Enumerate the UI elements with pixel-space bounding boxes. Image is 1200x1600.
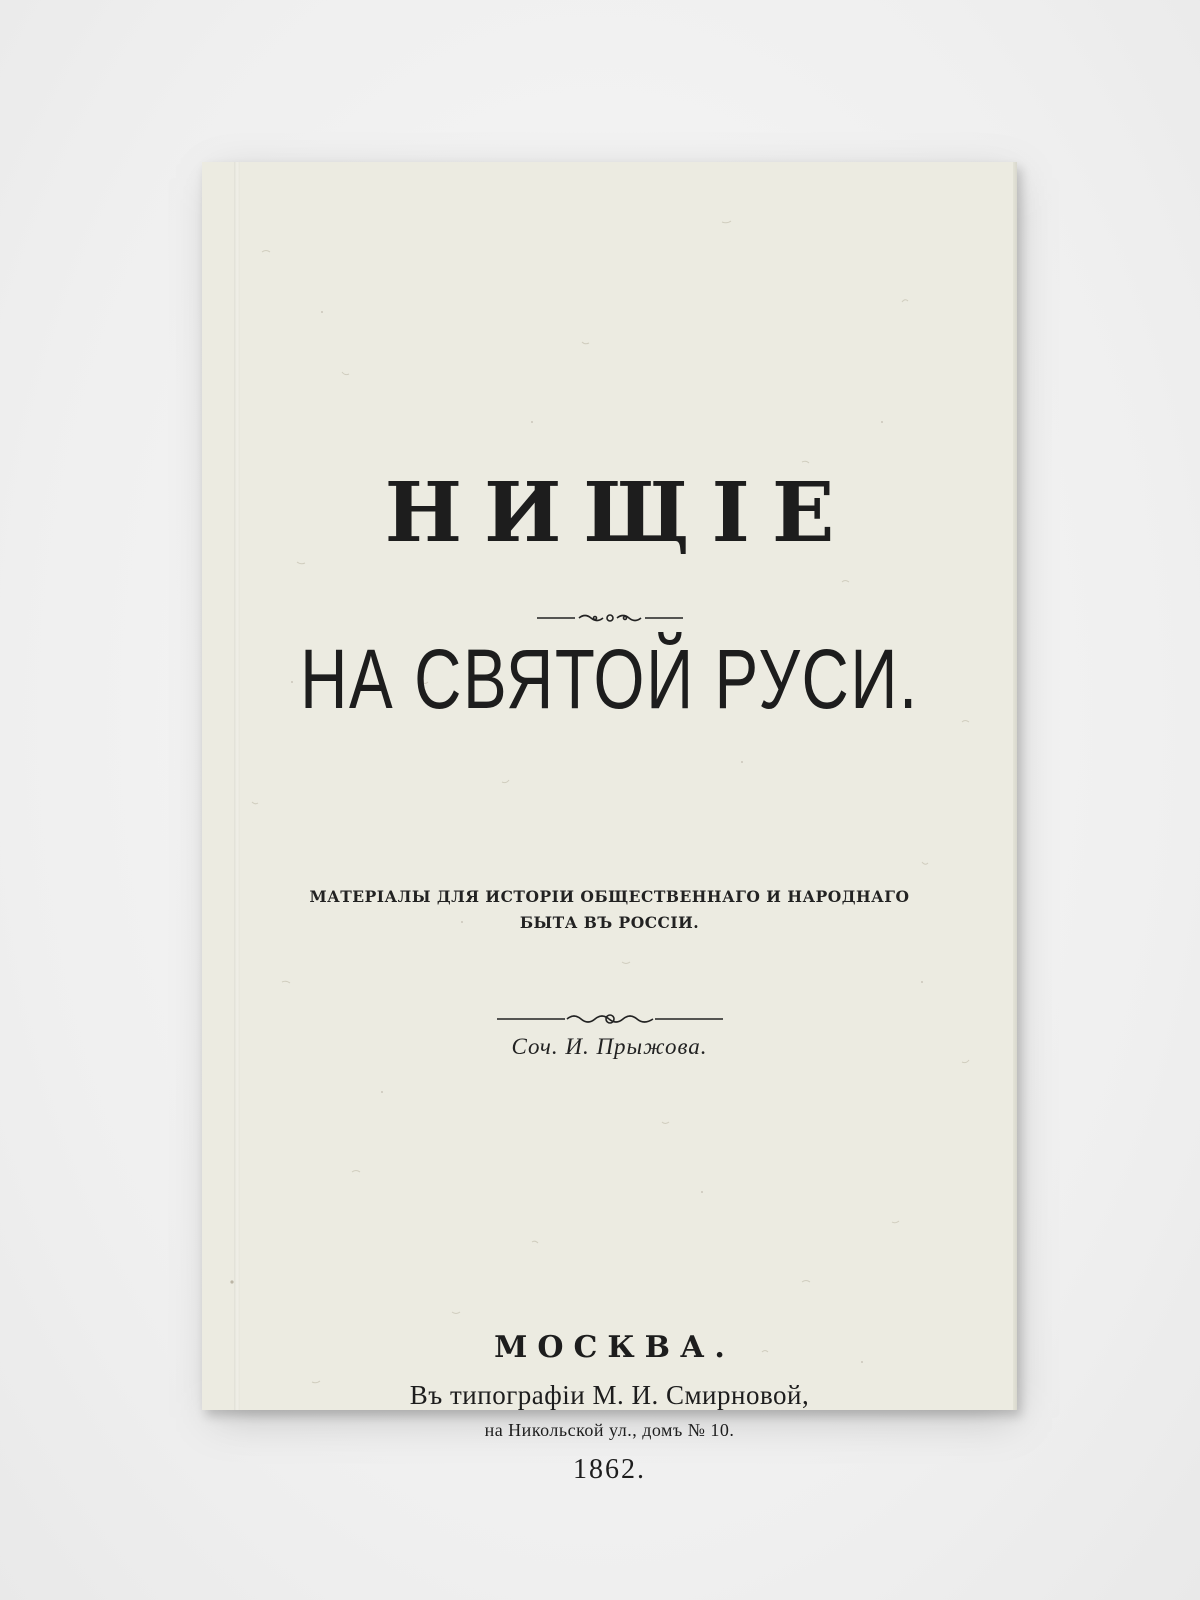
subtitle-line-2: БЫТА ВЪ РОССІИ. [519,913,700,932]
imprint-city: МОСКВА. [494,1330,735,1365]
ornament-divider-bottom [202,1010,1017,1032]
author-line: Соч. И. Прыжова. [511,1034,708,1059]
paper-texture [202,162,1017,1410]
book-cover [202,162,1017,1485]
imprint-address: на Никольской ул., домъ № 10. [484,1420,735,1440]
book-subtitle [202,884,1017,936]
subtitle-line-1: МАТЕРІАЛЫ ДЛЯ ИСТОРІИ ОБЩЕСТВЕННАГО И НАРОДНАГО [309,887,910,906]
book-title: НИЩІЕ [384,465,857,561]
book-title-continued: НА СВЯТОЙ РУСИ. [300,632,919,726]
imprint-printer: Въ типографіи М. И. Смирновой, [409,1380,810,1410]
ornament-divider-top-icon [535,610,685,626]
imprint-year: 1862. [573,1454,646,1485]
spine-crease [234,162,240,1410]
ornament-divider-top [202,610,1017,630]
page-edge [1013,162,1017,1410]
ornament-divider-bottom-icon [495,1010,725,1028]
